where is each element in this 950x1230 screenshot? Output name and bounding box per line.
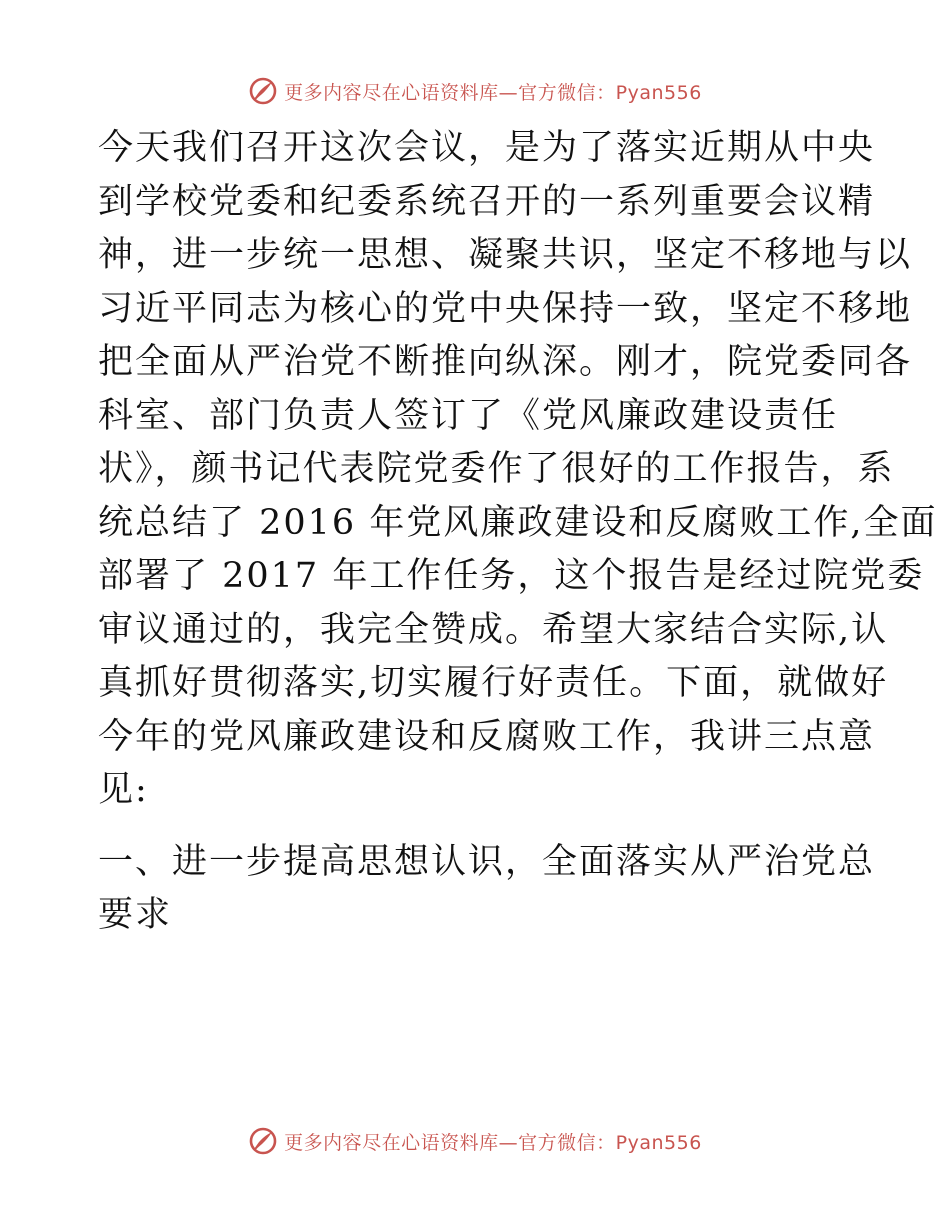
section-heading-line: 一、进一步提高思想认识，全面落实从严治党总 [98, 841, 876, 882]
paragraph-line: 真抓好贯彻落实,切实履行好责任。下面，就做好 [98, 663, 889, 703]
paragraph-line: 到学校党委和纪委系统召开的一系列重要会议精 [98, 181, 876, 222]
paragraph-line: 部署了 2017 年工作任务，这个报告是经过院党委 [98, 556, 925, 596]
quill-logo-icon [248, 76, 278, 106]
footer-watermark [0, 1126, 950, 1156]
paragraph-line: 今天我们召开这次会议，是为了落实近期从中央 [98, 128, 876, 168]
paragraph-line: 把全面从严治党不断推向纵深。刚才，院党委同各 [98, 342, 913, 382]
quill-logo-icon [248, 1126, 278, 1156]
paragraph-line: 今年的党风廉政建设和反腐败工作，我讲三点意 [98, 716, 876, 757]
header-watermark [0, 76, 950, 106]
watermark-text: 更多内容尽在心语资料库—官方微信：Pyan556 [284, 1131, 702, 1154]
paragraph-line: 神，进一步统一思想、凝聚共识，坚定不移地与以 [98, 235, 913, 275]
section-heading-line: 要求 [98, 895, 173, 935]
document-body [98, 122, 938, 943]
paragraph-line: 习近平同志为核心的党中央保持一致，坚定不移地 [98, 288, 913, 329]
paragraph-line: 科室、部门负责人签订了《党风廉政建设责任 [98, 395, 839, 436]
section-spacer [98, 818, 858, 836]
watermark-text: 更多内容尽在心语资料库—官方微信：Pyan556 [284, 81, 702, 104]
paragraph-line: 见: [98, 770, 149, 810]
paragraph-line: 审议通过的，我完全赞成。希望大家结合实际,认 [98, 609, 889, 650]
paragraph-line: 统总结了 2016 年党风廉政建设和反腐败工作,全面 [98, 502, 938, 543]
paragraph-line: 状》，颜书记代表院党委作了很好的工作报告，系 [98, 449, 895, 489]
